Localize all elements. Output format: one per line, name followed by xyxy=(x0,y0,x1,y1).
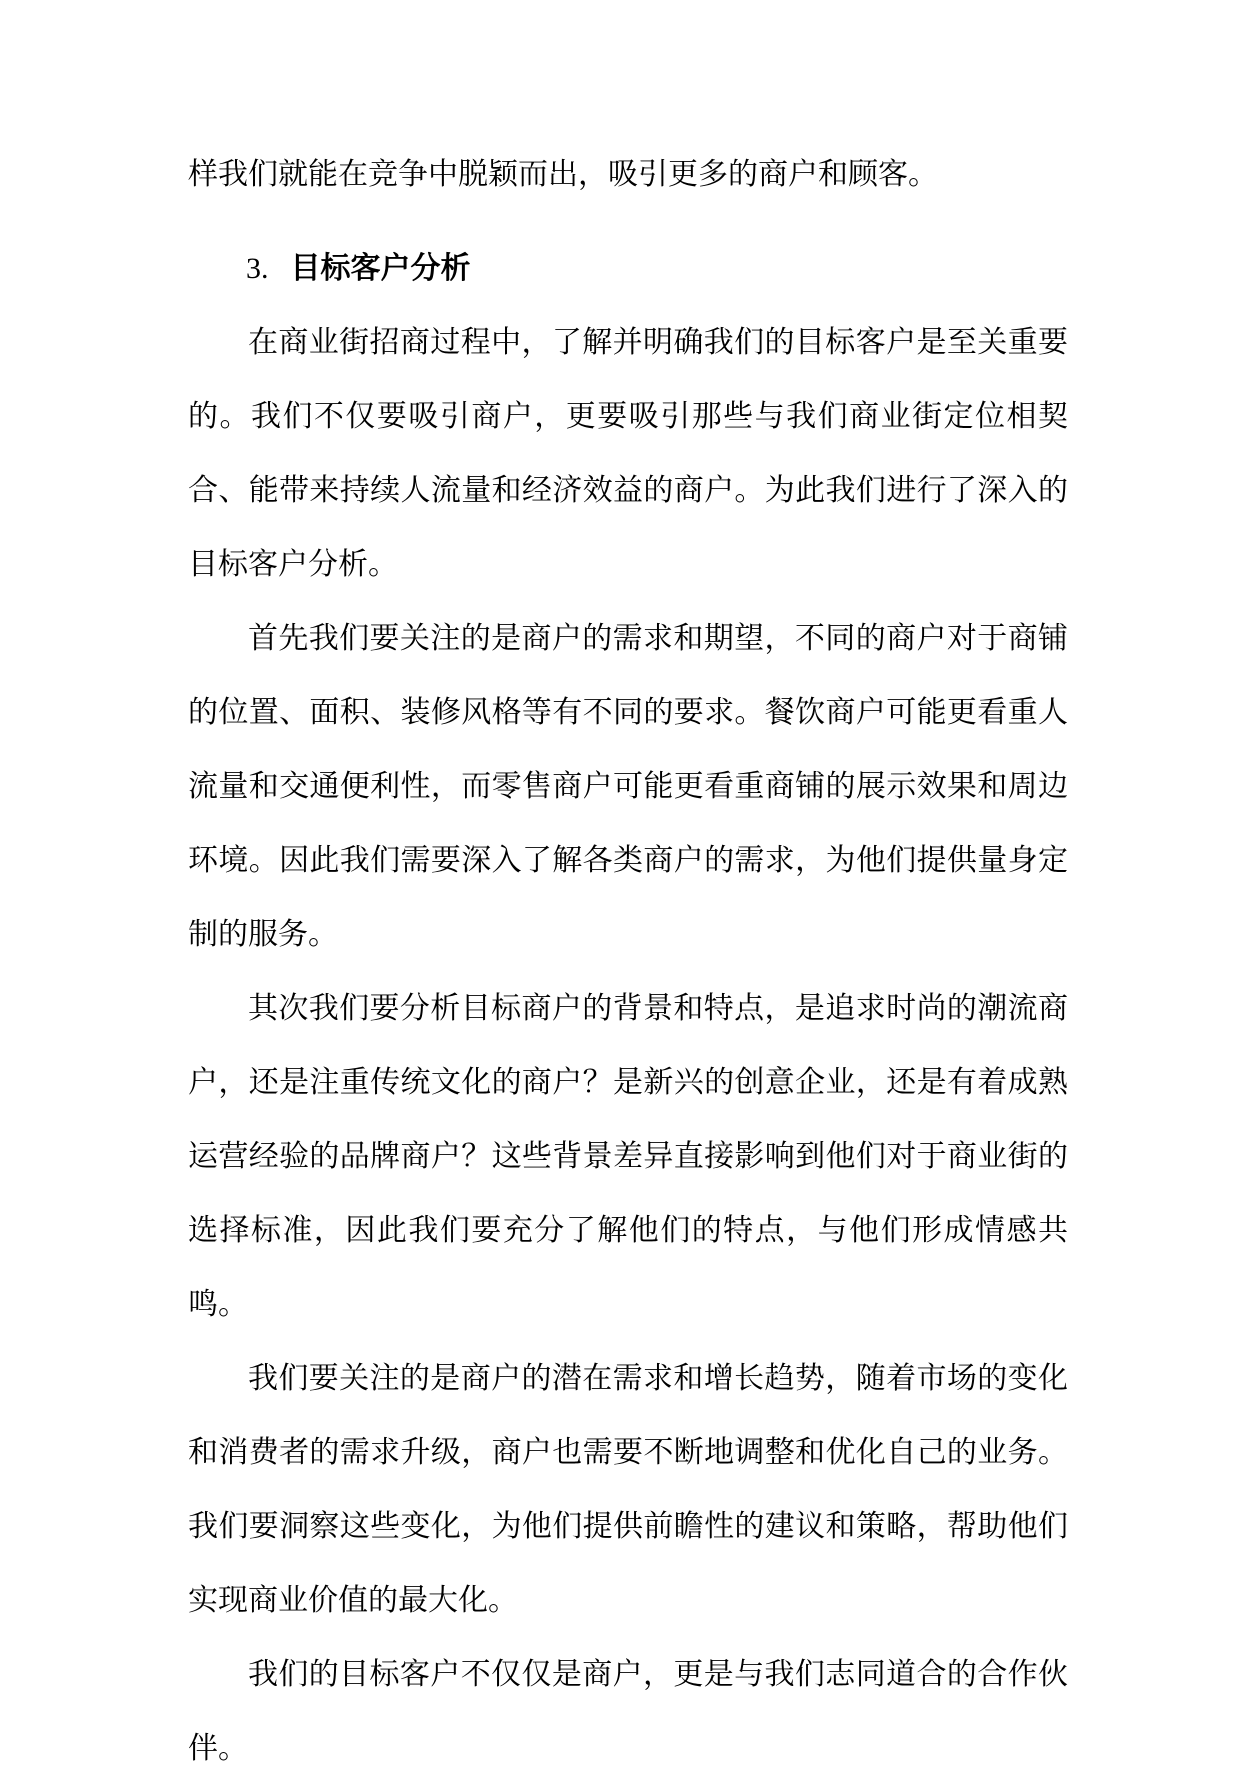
body-text xyxy=(188,138,1068,1786)
paragraph: 其次我们要分析目标商户的背景和特点，是追求时尚的潮流商户，还是注重传统文化的商户？是新兴的创意企业，还是有着成熟运营经验的品牌商户？这些背景差异直接影响到他们对于商业街的选择标准，因此我们要充分了解他们的特点，与他们形成情感共鸣。 xyxy=(188,991,1068,1322)
paragraph: 我们要关注的是商户的潜在需求和增长趋势，随着市场的变化和消费者的需求升级，商户也需要不断地调整和优化自己的业务。我们要洞察这些变化，为他们提供前瞻性的建议和策略，帮助他们实现商业价值的最大化。 xyxy=(188,1361,1068,1618)
spacer xyxy=(188,212,1068,232)
paragraph: 我们的目标客户不仅仅是商户，更是与我们志同道合的合作伙伴。 xyxy=(188,1657,1068,1766)
section-heading xyxy=(188,232,1068,306)
paragraph: 在商业街招商过程中，了解并明确我们的目标客户是至关重要的。我们不仅要吸引商户，更要吸引那些与我们商业街定位相契合、能带来持续人流量和经济效益的商户。为此我们进行了深入的目标客户分析。 xyxy=(188,325,1068,582)
continuation-paragraph: 样我们就能在竞争中脱颖而出，吸引更多的商户和顾客。 xyxy=(188,157,938,192)
section-title: 目标客户分析 xyxy=(290,251,471,286)
paragraph: 首先我们要关注的是商户的需求和期望，不同的商户对于商铺的位置、面积、装修风格等有不同的要求。餐饮商户可能更看重人流量和交通便利性，而零售商户可能更看重商铺的展示效果和周边环境。因此我们需要深入了解各类商户的需求，为他们提供量身定制的服务。 xyxy=(188,621,1068,952)
section-number: 3. xyxy=(246,252,269,285)
